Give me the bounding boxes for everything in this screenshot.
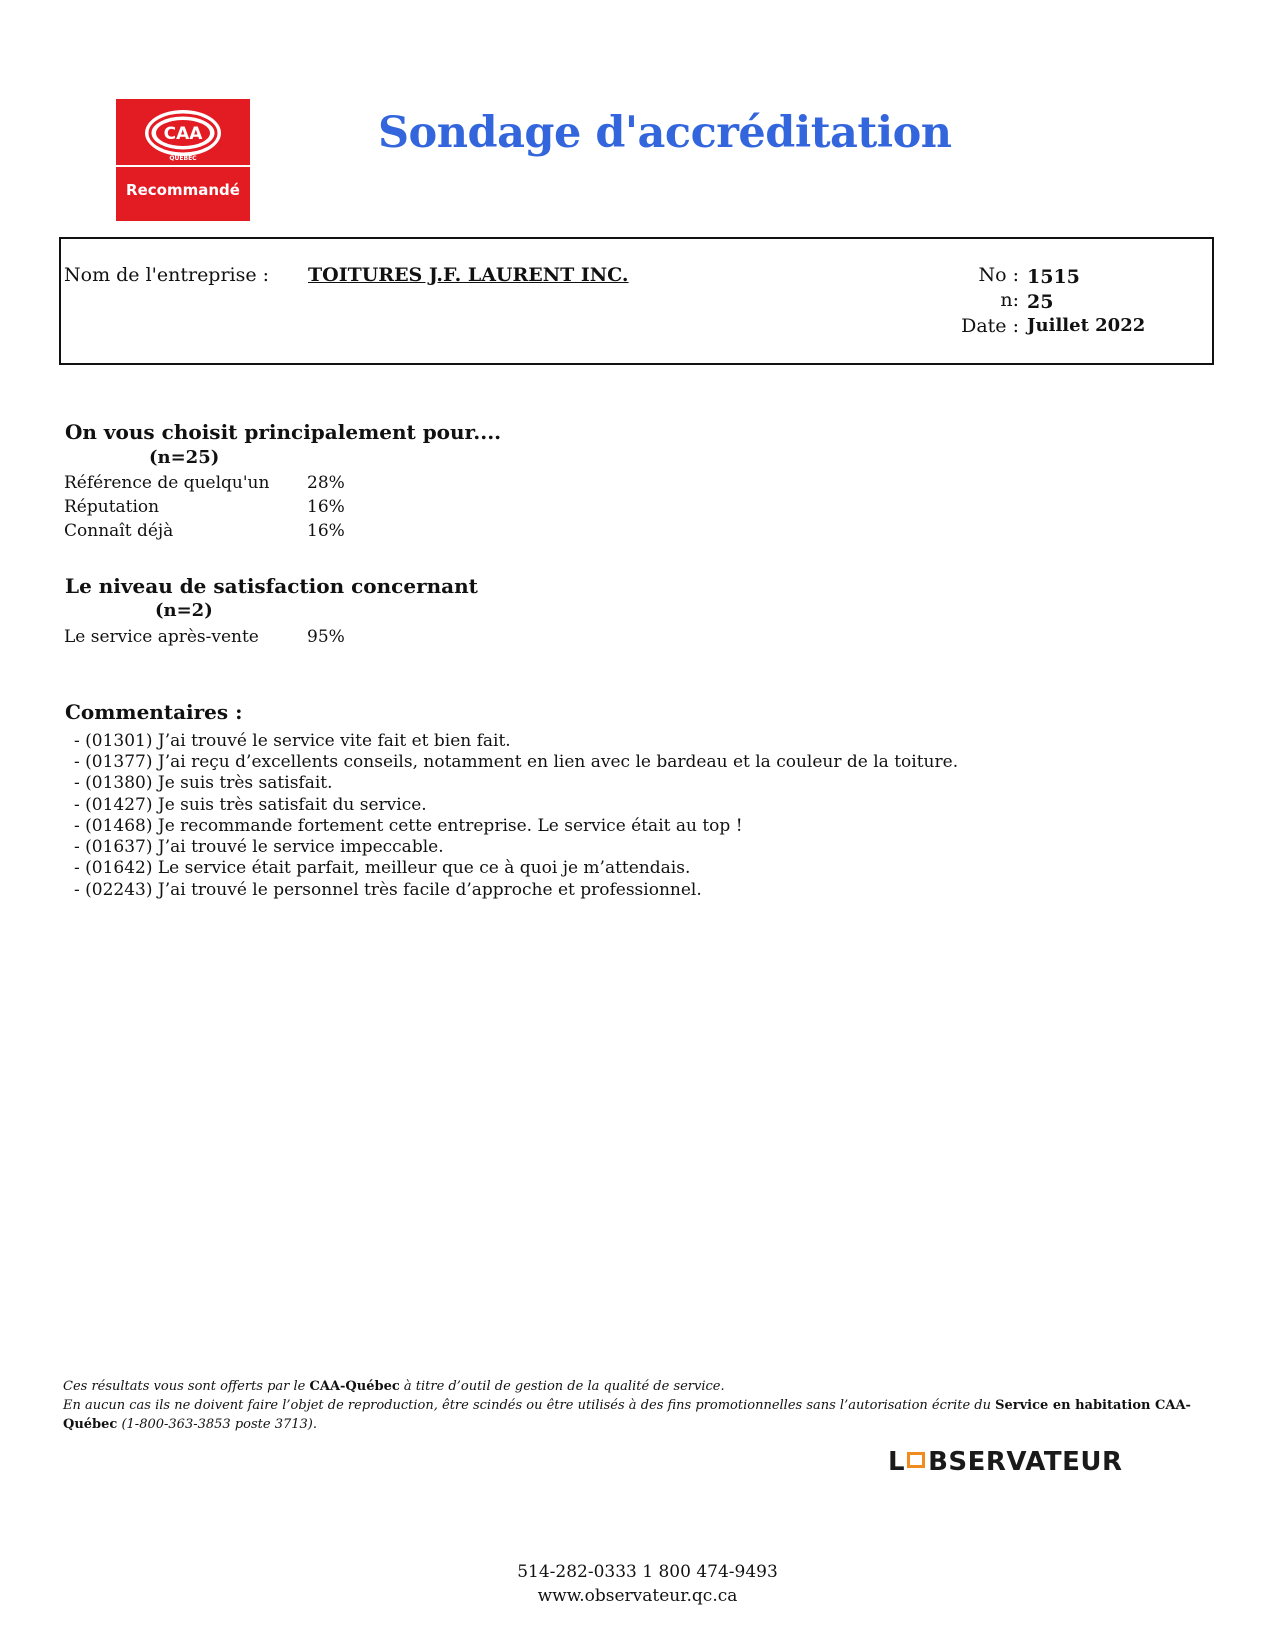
contact-website: www.observateur.qc.ca (537, 1586, 738, 1606)
satisfaction-row-label: Le service après-vente (64, 627, 259, 647)
comment-item: - (01642) Le service était parfait, meilleur que ce à quoi je m’attendais. (74, 858, 691, 878)
observateur-o-mark-icon (907, 1452, 925, 1468)
caa-brand-text: CAA (163, 124, 203, 144)
satisfaction-section-title: Le niveau de satisfaction concernant (65, 574, 478, 598)
recommande-label: Recommandé (126, 181, 240, 199)
comment-item: - (01468) Je recommande fortement cette entreprise. Le service était au top ! (74, 816, 743, 836)
choice-row-label: Réputation (64, 497, 160, 517)
survey-number: 1515 (1027, 266, 1080, 288)
sample-size: 25 (1027, 291, 1054, 313)
comments-title: Commentaires : (65, 700, 243, 724)
choice-section-title: On vous choisit principalement pour.... (65, 420, 502, 444)
choice-row-value: 28% (307, 473, 345, 493)
disclaimer-line-2: En aucun cas ils ne doivent faire l’objet de reproduction, être scindés ou être utilisés à des fins promotionnelles sans l’autorisation écrite du Service en habitation CAA- (63, 1398, 1191, 1413)
caa-oval-icon (141, 107, 225, 163)
comment-item: - (01377) J’ai reçu d’excellents conseils, notamment en lien avec le bardeau et la couleur de la toiture. (74, 752, 959, 772)
page-title: Sondage d'accréditation (378, 108, 952, 158)
comment-item: - (01427) Je suis très satisfait du service. (74, 795, 427, 815)
comment-item: - (01301) J’ai trouvé le service vite fait et bien fait. (74, 731, 511, 751)
survey-date: Juillet 2022 (1027, 315, 1146, 336)
satisfaction-n: (n=2) (155, 600, 213, 621)
sample-size-label: n: (1000, 289, 1019, 311)
disclaimer-line-3: Québec (1-800-363-3853 poste 3713). (63, 1417, 317, 1432)
choice-row-value: 16% (307, 521, 345, 541)
observateur-logo: L BSERVATEUR (888, 1447, 1123, 1477)
survey-number-label: No : (978, 264, 1019, 286)
choice-n: (n=25) (149, 447, 220, 468)
choice-row-value: 16% (307, 497, 345, 517)
disclaimer-line-1: Ces résultats vous sont offerts par le CAA-Québec à titre d’outil de gestion de la qualité de service. (63, 1379, 725, 1394)
caa-recommande-logo (116, 99, 250, 221)
comment-item: - (01637) J’ai trouvé le service impeccable. (74, 837, 444, 857)
company-name-label: Nom de l'entreprise : (64, 264, 270, 286)
comment-item: - (02243) J’ai trouvé le personnel très facile d’approche et professionnel. (74, 880, 702, 900)
choice-row-label: Connaît déjà (64, 521, 174, 541)
contact-phones: 514-282-0333 1 800 474-9493 (517, 1562, 778, 1582)
comment-item: - (01380) Je suis très satisfait. (74, 773, 333, 793)
date-label: Date : (961, 315, 1019, 337)
choice-row-label: Référence de quelqu'un (64, 473, 270, 493)
caa-region-text: QUÉBEC (169, 155, 197, 162)
satisfaction-row-value: 95% (307, 627, 345, 647)
company-name: TOITURES J.F. LAURENT INC. (308, 264, 629, 286)
